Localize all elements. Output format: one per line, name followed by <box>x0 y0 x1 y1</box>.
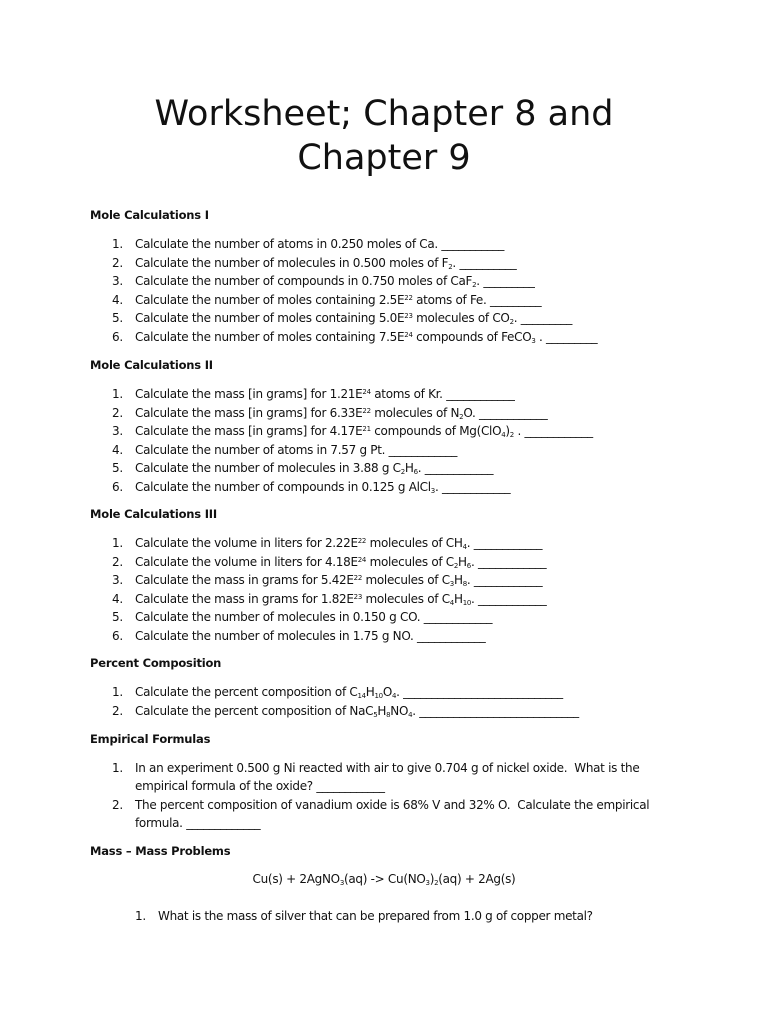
question-number: 1. <box>112 761 123 775</box>
question-number: 1. <box>135 909 146 923</box>
question-item <box>90 553 730 572</box>
question-text: Calculate the number of compounds in 0.750 moles of CaF$_2$. _________ <box>135 274 535 290</box>
title-line-2: Chapter 9 <box>297 138 471 178</box>
question-number: 2. <box>112 405 123 420</box>
question-text: Calculate the number of moles containing $7.5E^{24}$ compounds of FeCO$_3$ . _________ <box>135 329 598 345</box>
question-item <box>90 404 730 423</box>
section-heading: Mole Calculations I <box>90 208 209 222</box>
mass-mass-question-block <box>113 907 753 925</box>
section-mass-mass-problems <box>90 843 730 859</box>
question-number: 1. <box>112 387 123 401</box>
question-item <box>90 385 730 404</box>
question-number: 1. <box>112 237 123 251</box>
question-text: Calculate the volume in liters for $2.22E^{22}$ molecules of $CH_4$. ____________ <box>135 536 543 551</box>
question-number: 2. <box>112 704 123 718</box>
question-item <box>90 627 730 646</box>
question-item <box>90 534 730 553</box>
question-text: Calculate the mass [in grams] for $4.17E^{21}$ compounds of $Mg(ClO_4)_2$ . ____________ <box>135 424 593 440</box>
question-item <box>113 907 753 925</box>
question-text: Calculate the number of molecules in 3.88 g $C_2H_6$. ____________ <box>135 461 494 477</box>
question-item <box>90 608 730 627</box>
question-number: 3. <box>112 573 123 588</box>
section-percent-composition <box>90 655 730 721</box>
question-item <box>90 291 730 310</box>
question-number: 5. <box>112 461 123 476</box>
question-text: Calculate the number of moles containing $5.0E^{23}$ molecules of $CO_2$. _________ <box>135 311 573 327</box>
question-text: Calculate the number of molecules in 0.150 g CO. ____________ <box>135 610 493 625</box>
question-number: 2. <box>112 554 123 569</box>
question-text: Calculate the number of molecules in 0.500 moles of $F_2$. __________ <box>135 255 517 271</box>
question-text: Calculate the percent composition of $NaC_5H_8NO_4$. ____________________________ <box>135 704 579 719</box>
question-text: The percent composition of vanadium oxide is 68% V and 32% O. Calculate the empirical formula. _____________ <box>135 797 650 830</box>
question-number: 5. <box>112 311 123 326</box>
question-item <box>90 272 730 291</box>
section-heading: Percent Composition <box>90 656 222 670</box>
question-item <box>90 702 730 721</box>
question-number: 1. <box>112 536 123 550</box>
question-text: Calculate the mass [in grams] for $6.33E^{22}$ molecules of $N_2O$. ____________ <box>135 405 548 421</box>
question-item <box>90 683 730 702</box>
question-number: 4. <box>112 591 123 606</box>
question-number: 3. <box>112 424 123 439</box>
worksheet-title <box>0 92 768 180</box>
section-mole-calculations-3 <box>90 506 730 646</box>
question-text: Calculate the number of molecules in 1.75 g NO. ____________ <box>135 628 486 643</box>
question-item <box>90 422 730 441</box>
question-text: What is the mass of silver that can be prepared from 1.0 g of copper metal? <box>158 909 593 923</box>
section-heading: Mole Calculations II <box>90 358 213 372</box>
question-list <box>90 759 730 832</box>
question-number: 6. <box>112 479 123 494</box>
title-line-1: Worksheet; Chapter 8 and <box>154 94 614 134</box>
question-number: 4. <box>112 292 123 307</box>
section-heading: Empirical Formulas <box>90 732 211 746</box>
question-item <box>90 478 730 497</box>
question-item <box>90 590 730 609</box>
question-text: Calculate the mass in grams for $1.82E^{23}$ molecules of $C_4H_{10}$. ____________ <box>135 591 547 607</box>
question-item <box>90 571 730 590</box>
question-number: 2. <box>112 797 123 812</box>
question-text: Calculate the percent composition of $C_{14}H_{10}O_4$. ____________________________ <box>135 685 563 700</box>
question-number: 2. <box>112 255 123 270</box>
question-item <box>90 459 730 478</box>
question-text: Calculate the volume in liters for $4.18E^{24}$ molecules of $C_2H_6$. ____________ <box>135 554 547 570</box>
question-number: 1. <box>112 685 123 699</box>
question-text: Calculate the number of atoms in 0.250 moles of Ca. ___________ <box>135 237 505 251</box>
question-text: In an experiment 0.500 g Ni reacted with air to give 0.704 g of nickel oxide. What is the empirical formula of the oxide? ____________ <box>135 761 640 794</box>
section-mole-calculations-1 <box>90 207 730 347</box>
question-item <box>90 328 730 347</box>
question-item <box>90 235 730 254</box>
question-text: Calculate the number of atoms in 7.57 g Pt. ____________ <box>135 442 458 457</box>
question-number: 5. <box>112 610 123 625</box>
question-list <box>90 235 730 347</box>
section-mole-calculations-2 <box>90 357 730 497</box>
question-list <box>90 534 730 646</box>
question-item <box>90 796 655 833</box>
question-text: Calculate the mass in grams for $5.42E^{22}$ molecules of $C_3H_8$. ____________ <box>135 573 543 589</box>
question-text: Calculate the mass [in grams] for $1.21E^{24}$ atoms of Kr. ____________ <box>135 387 515 401</box>
question-item <box>90 441 730 460</box>
question-list <box>90 385 730 497</box>
question-text: Calculate the number of compounds in 0.125 g AlCl$_3$. ____________ <box>135 479 511 495</box>
section-heading: Mass – Mass Problems <box>90 844 231 858</box>
question-number: 4. <box>112 442 123 457</box>
question-item <box>90 254 730 273</box>
question-text: Calculate the number of moles containing $2.5E^{22}$ atoms of Fe. _________ <box>135 292 542 307</box>
section-empirical-formulas <box>90 731 730 832</box>
question-number: 6. <box>112 628 123 643</box>
question-number: 6. <box>112 329 123 344</box>
section-heading: Mole Calculations III <box>90 507 217 521</box>
reaction-equation: Cu(s) + 2AgNO$_3$(aq) -> $Cu(NO_3)_2(aq) + 2Ag(s)$ <box>252 872 516 887</box>
question-list <box>113 907 753 925</box>
question-list <box>90 683 730 721</box>
question-number: 3. <box>112 274 123 289</box>
question-item <box>90 759 655 796</box>
question-item <box>90 309 730 328</box>
